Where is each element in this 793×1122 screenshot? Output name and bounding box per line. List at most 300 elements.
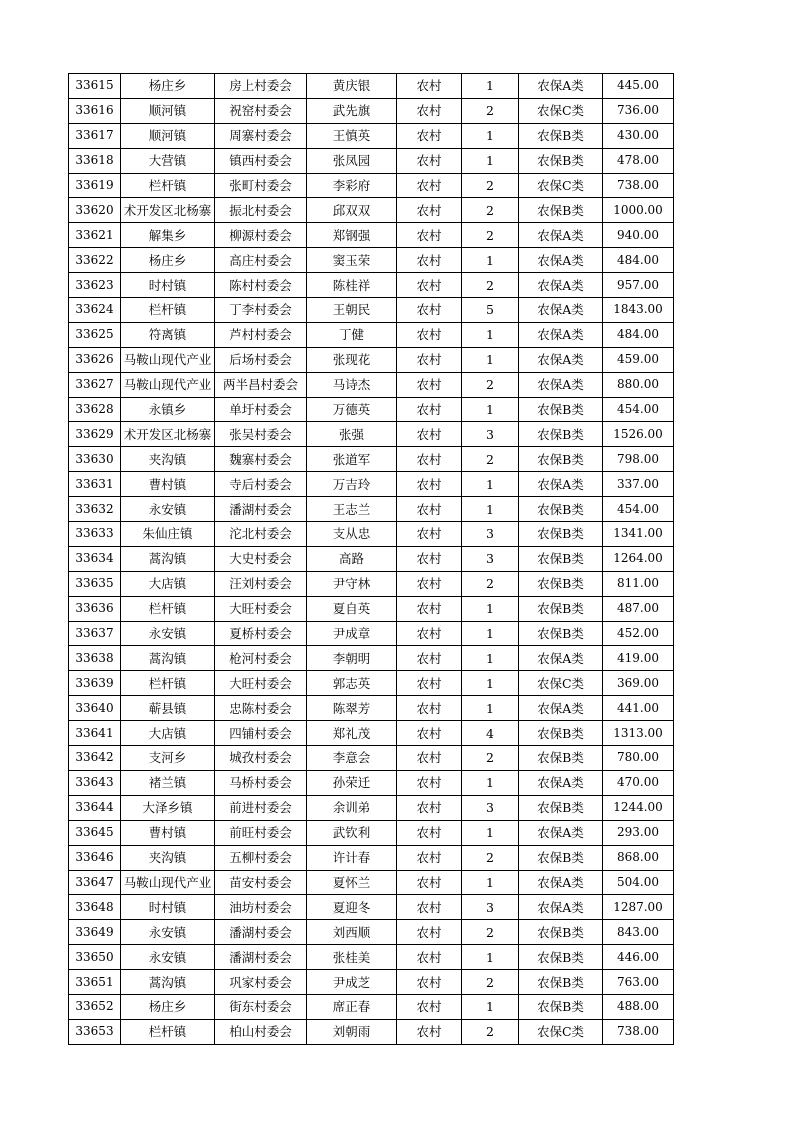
table-row: [69, 98, 674, 123]
record-id-cell: 33638: [69, 646, 121, 671]
household-count-cell: 3: [462, 546, 519, 571]
record-id-cell: 33617: [69, 123, 121, 148]
record-id-cell: 33642: [69, 746, 121, 771]
village-committee-cell: 街东村委会: [215, 994, 307, 1019]
household-count-cell: 2: [462, 845, 519, 870]
household-count-cell: 2: [462, 198, 519, 223]
table-row: [69, 198, 674, 223]
insurance-category-cell: 农保A类: [519, 298, 603, 323]
insurance-category-cell: 农保A类: [519, 770, 603, 795]
village-committee-cell: 忠陈村委会: [215, 696, 307, 721]
insurance-category-cell: 农保B类: [519, 546, 603, 571]
area-type-cell: 农村: [397, 347, 462, 372]
insurance-category-cell: 农保A类: [519, 696, 603, 721]
table-row: [69, 596, 674, 621]
area-type-cell: 农村: [397, 522, 462, 547]
insurance-category-cell: 农保A类: [519, 870, 603, 895]
amount-cell: 738.00: [603, 1019, 674, 1044]
person-name-cell: 夏怀兰: [307, 870, 397, 895]
record-id-cell: 33633: [69, 522, 121, 547]
household-count-cell: 1: [462, 945, 519, 970]
village-committee-cell: 房上村委会: [215, 74, 307, 99]
village-committee-cell: 丁李村委会: [215, 298, 307, 323]
village-committee-cell: 魏寨村委会: [215, 447, 307, 472]
household-count-cell: 1: [462, 347, 519, 372]
record-id-cell: 33630: [69, 447, 121, 472]
record-id-cell: 33620: [69, 198, 121, 223]
village-committee-cell: 高庄村委会: [215, 248, 307, 273]
person-name-cell: 席正春: [307, 994, 397, 1019]
insurance-category-cell: 农保B类: [519, 148, 603, 173]
township-cell: 马鞍山现代产业: [121, 347, 215, 372]
village-committee-cell: 前旺村委会: [215, 820, 307, 845]
household-count-cell: 3: [462, 895, 519, 920]
township-cell: 蒿沟镇: [121, 970, 215, 995]
village-committee-cell: 大史村委会: [215, 546, 307, 571]
table-row: [69, 298, 674, 323]
person-name-cell: 武先旗: [307, 98, 397, 123]
person-name-cell: 高路: [307, 546, 397, 571]
household-count-cell: 1: [462, 646, 519, 671]
household-count-cell: 1: [462, 397, 519, 422]
household-count-cell: 2: [462, 98, 519, 123]
amount-cell: 487.00: [603, 596, 674, 621]
table-row: [69, 970, 674, 995]
amount-cell: 478.00: [603, 148, 674, 173]
area-type-cell: 农村: [397, 123, 462, 148]
record-id-cell: 33639: [69, 671, 121, 696]
household-count-cell: 1: [462, 248, 519, 273]
table-row: [69, 223, 674, 248]
record-id-cell: 33643: [69, 770, 121, 795]
area-type-cell: 农村: [397, 447, 462, 472]
area-type-cell: 农村: [397, 223, 462, 248]
household-count-cell: 2: [462, 223, 519, 248]
household-count-cell: 1: [462, 322, 519, 347]
area-type-cell: 农村: [397, 273, 462, 298]
township-cell: 夹沟镇: [121, 845, 215, 870]
area-type-cell: 农村: [397, 148, 462, 173]
record-id-cell: 33651: [69, 970, 121, 995]
township-cell: 术开发区北杨寨: [121, 422, 215, 447]
insurance-category-cell: 农保B类: [519, 397, 603, 422]
person-name-cell: 王慎英: [307, 123, 397, 148]
record-id-cell: 33628: [69, 397, 121, 422]
area-type-cell: 农村: [397, 696, 462, 721]
amount-cell: 738.00: [603, 173, 674, 198]
household-count-cell: 5: [462, 298, 519, 323]
area-type-cell: 农村: [397, 546, 462, 571]
household-count-cell: 2: [462, 920, 519, 945]
village-committee-cell: 大旺村委会: [215, 596, 307, 621]
record-id-cell: 33618: [69, 148, 121, 173]
record-id-cell: 33622: [69, 248, 121, 273]
person-name-cell: 李彩府: [307, 173, 397, 198]
record-id-cell: 33652: [69, 994, 121, 1019]
record-id-cell: 33619: [69, 173, 121, 198]
table-row: [69, 522, 674, 547]
household-count-cell: 1: [462, 671, 519, 696]
person-name-cell: 张道军: [307, 447, 397, 472]
record-id-cell: 33640: [69, 696, 121, 721]
area-type-cell: 农村: [397, 920, 462, 945]
amount-cell: 459.00: [603, 347, 674, 372]
township-cell: 顺河镇: [121, 98, 215, 123]
area-type-cell: 农村: [397, 372, 462, 397]
area-type-cell: 农村: [397, 721, 462, 746]
area-type-cell: 农村: [397, 322, 462, 347]
insurance-category-cell: 农保A类: [519, 273, 603, 298]
household-count-cell: 2: [462, 1019, 519, 1044]
record-id-cell: 33627: [69, 372, 121, 397]
record-id-cell: 33625: [69, 322, 121, 347]
person-name-cell: 刘朝雨: [307, 1019, 397, 1044]
township-cell: 时村镇: [121, 895, 215, 920]
village-committee-cell: 柳源村委会: [215, 223, 307, 248]
township-cell: 栏杆镇: [121, 671, 215, 696]
record-id-cell: 33626: [69, 347, 121, 372]
household-count-cell: 2: [462, 447, 519, 472]
township-cell: 永安镇: [121, 497, 215, 522]
village-committee-cell: 油坊村委会: [215, 895, 307, 920]
village-committee-cell: 苗安村委会: [215, 870, 307, 895]
table-row: [69, 397, 674, 422]
township-cell: 栏杆镇: [121, 173, 215, 198]
record-id-cell: 33649: [69, 920, 121, 945]
household-count-cell: 2: [462, 746, 519, 771]
person-name-cell: 陈翠芳: [307, 696, 397, 721]
village-committee-cell: 寺后村委会: [215, 472, 307, 497]
person-name-cell: 万吉玲: [307, 472, 397, 497]
person-name-cell: 尹守林: [307, 571, 397, 596]
insurance-category-cell: 农保B类: [519, 994, 603, 1019]
household-count-cell: 3: [462, 422, 519, 447]
area-type-cell: 农村: [397, 596, 462, 621]
village-committee-cell: 潘湖村委会: [215, 945, 307, 970]
amount-cell: 419.00: [603, 646, 674, 671]
person-name-cell: 孙荣迁: [307, 770, 397, 795]
person-name-cell: 李意会: [307, 746, 397, 771]
village-committee-cell: 五柳村委会: [215, 845, 307, 870]
village-committee-cell: 马桥村委会: [215, 770, 307, 795]
township-cell: 术开发区北杨寨: [121, 198, 215, 223]
table-row: [69, 372, 674, 397]
village-committee-cell: 两半昌村委会: [215, 372, 307, 397]
area-type-cell: 农村: [397, 472, 462, 497]
village-committee-cell: 陈村村委会: [215, 273, 307, 298]
township-cell: 永安镇: [121, 621, 215, 646]
area-type-cell: 农村: [397, 74, 462, 99]
amount-cell: 1843.00: [603, 298, 674, 323]
table-row: [69, 447, 674, 472]
table-row: [69, 646, 674, 671]
village-committee-cell: 张吴村委会: [215, 422, 307, 447]
area-type-cell: 农村: [397, 497, 462, 522]
township-cell: 解集乡: [121, 223, 215, 248]
table-row: [69, 1019, 674, 1044]
insurance-category-cell: 农保A类: [519, 322, 603, 347]
insurance-category-cell: 农保C类: [519, 1019, 603, 1044]
area-type-cell: 农村: [397, 198, 462, 223]
table-row: [69, 248, 674, 273]
record-id-cell: 33636: [69, 596, 121, 621]
township-cell: 顺河镇: [121, 123, 215, 148]
village-committee-cell: 枪河村委会: [215, 646, 307, 671]
area-type-cell: 农村: [397, 248, 462, 273]
amount-cell: 337.00: [603, 472, 674, 497]
amount-cell: 446.00: [603, 945, 674, 970]
amount-cell: 441.00: [603, 696, 674, 721]
village-committee-cell: 城孜村委会: [215, 746, 307, 771]
record-id-cell: 33650: [69, 945, 121, 970]
table-row: [69, 870, 674, 895]
area-type-cell: 农村: [397, 970, 462, 995]
person-name-cell: 张强: [307, 422, 397, 447]
record-id-cell: 33646: [69, 845, 121, 870]
insurance-category-cell: 农保B类: [519, 522, 603, 547]
amount-cell: 488.00: [603, 994, 674, 1019]
village-committee-cell: 祝窑村委会: [215, 98, 307, 123]
record-id-cell: 33616: [69, 98, 121, 123]
person-name-cell: 尹成章: [307, 621, 397, 646]
area-type-cell: 农村: [397, 646, 462, 671]
village-committee-cell: 振北村委会: [215, 198, 307, 223]
area-type-cell: 农村: [397, 621, 462, 646]
household-count-cell: 1: [462, 472, 519, 497]
amount-cell: 445.00: [603, 74, 674, 99]
record-id-cell: 33632: [69, 497, 121, 522]
area-type-cell: 农村: [397, 795, 462, 820]
insurance-category-cell: 农保B类: [519, 198, 603, 223]
insurance-category-cell: 农保C类: [519, 98, 603, 123]
person-name-cell: 张凤园: [307, 148, 397, 173]
township-cell: 大店镇: [121, 571, 215, 596]
person-name-cell: 支从忠: [307, 522, 397, 547]
household-count-cell: 1: [462, 870, 519, 895]
township-cell: 大营镇: [121, 148, 215, 173]
person-name-cell: 王朝民: [307, 298, 397, 323]
record-id-cell: 33645: [69, 820, 121, 845]
record-id-cell: 33629: [69, 422, 121, 447]
person-name-cell: 张桂美: [307, 945, 397, 970]
area-type-cell: 农村: [397, 422, 462, 447]
table-row: [69, 671, 674, 696]
township-cell: 大泽乡镇: [121, 795, 215, 820]
insurance-category-cell: 农保B类: [519, 746, 603, 771]
insurance-category-cell: 农保A类: [519, 223, 603, 248]
household-count-cell: 1: [462, 994, 519, 1019]
table-row: [69, 746, 674, 771]
township-cell: 蒿沟镇: [121, 546, 215, 571]
table-row: [69, 148, 674, 173]
village-committee-cell: 单圩村委会: [215, 397, 307, 422]
village-committee-cell: 张町村委会: [215, 173, 307, 198]
household-count-cell: 1: [462, 123, 519, 148]
table-row: [69, 347, 674, 372]
household-count-cell: 1: [462, 770, 519, 795]
person-name-cell: 马诗杰: [307, 372, 397, 397]
record-id-cell: 33637: [69, 621, 121, 646]
amount-cell: 1000.00: [603, 198, 674, 223]
person-name-cell: 夏迎冬: [307, 895, 397, 920]
amount-cell: 1244.00: [603, 795, 674, 820]
insurance-category-cell: 农保B类: [519, 845, 603, 870]
amount-cell: 868.00: [603, 845, 674, 870]
area-type-cell: 农村: [397, 298, 462, 323]
insurance-category-cell: 农保B类: [519, 422, 603, 447]
household-count-cell: 3: [462, 522, 519, 547]
village-committee-cell: 后场村委会: [215, 347, 307, 372]
area-type-cell: 农村: [397, 571, 462, 596]
record-id-cell: 33631: [69, 472, 121, 497]
table-row: [69, 770, 674, 795]
area-type-cell: 农村: [397, 173, 462, 198]
insurance-category-cell: 农保C类: [519, 671, 603, 696]
amount-cell: 957.00: [603, 273, 674, 298]
table-row: [69, 845, 674, 870]
insurance-category-cell: 农保A类: [519, 646, 603, 671]
amount-cell: 452.00: [603, 621, 674, 646]
amount-cell: 1264.00: [603, 546, 674, 571]
insurance-category-cell: 农保B类: [519, 596, 603, 621]
person-name-cell: 许计春: [307, 845, 397, 870]
table-row: [69, 173, 674, 198]
table-row: [69, 571, 674, 596]
insurance-category-cell: 农保A类: [519, 248, 603, 273]
village-committee-cell: 大旺村委会: [215, 671, 307, 696]
insurance-category-cell: 农保B类: [519, 945, 603, 970]
roster-table-body: [69, 74, 674, 1045]
household-count-cell: 2: [462, 173, 519, 198]
insurance-category-cell: 农保B类: [519, 920, 603, 945]
area-type-cell: 农村: [397, 746, 462, 771]
township-cell: 永安镇: [121, 920, 215, 945]
township-cell: 夹沟镇: [121, 447, 215, 472]
table-row: [69, 920, 674, 945]
table-row: [69, 895, 674, 920]
person-name-cell: 丁健: [307, 322, 397, 347]
village-committee-cell: 巩家村委会: [215, 970, 307, 995]
record-id-cell: 33635: [69, 571, 121, 596]
household-count-cell: 2: [462, 970, 519, 995]
table-row: [69, 74, 674, 99]
township-cell: 符离镇: [121, 322, 215, 347]
insurance-category-cell: 农保B类: [519, 571, 603, 596]
township-cell: 栏杆镇: [121, 596, 215, 621]
record-id-cell: 33641: [69, 721, 121, 746]
household-count-cell: 1: [462, 74, 519, 99]
table-row: [69, 422, 674, 447]
household-count-cell: 1: [462, 820, 519, 845]
village-committee-cell: 镇西村委会: [215, 148, 307, 173]
insurance-category-cell: 农保A类: [519, 74, 603, 99]
insurance-category-cell: 农保A类: [519, 472, 603, 497]
person-name-cell: 夏自英: [307, 596, 397, 621]
insurance-category-cell: 农保B类: [519, 123, 603, 148]
insurance-category-cell: 农保A类: [519, 895, 603, 920]
table-row: [69, 994, 674, 1019]
insurance-category-cell: 农保B类: [519, 795, 603, 820]
household-count-cell: 1: [462, 497, 519, 522]
amount-cell: 484.00: [603, 322, 674, 347]
township-cell: 支河乡: [121, 746, 215, 771]
insurance-category-cell: 农保A类: [519, 372, 603, 397]
household-count-cell: 1: [462, 148, 519, 173]
area-type-cell: 农村: [397, 994, 462, 1019]
person-name-cell: 李朝明: [307, 646, 397, 671]
township-cell: 蒿沟镇: [121, 646, 215, 671]
record-id-cell: 33647: [69, 870, 121, 895]
table-row: [69, 123, 674, 148]
insurance-category-cell: 农保C类: [519, 173, 603, 198]
household-count-cell: 2: [462, 372, 519, 397]
amount-cell: 369.00: [603, 671, 674, 696]
area-type-cell: 农村: [397, 397, 462, 422]
amount-cell: 504.00: [603, 870, 674, 895]
amount-cell: 780.00: [603, 746, 674, 771]
record-id-cell: 33653: [69, 1019, 121, 1044]
township-cell: 永镇乡: [121, 397, 215, 422]
household-count-cell: 2: [462, 273, 519, 298]
record-id-cell: 33621: [69, 223, 121, 248]
table-row: [69, 721, 674, 746]
township-cell: 杨庄乡: [121, 248, 215, 273]
area-type-cell: 农村: [397, 870, 462, 895]
area-type-cell: 农村: [397, 770, 462, 795]
village-committee-cell: 沱北村委会: [215, 522, 307, 547]
person-name-cell: 郭志英: [307, 671, 397, 696]
person-name-cell: 邱双双: [307, 198, 397, 223]
township-cell: 时村镇: [121, 273, 215, 298]
table-row: [69, 945, 674, 970]
village-committee-cell: 夏桥村委会: [215, 621, 307, 646]
township-cell: 朱仙庄镇: [121, 522, 215, 547]
person-name-cell: 尹成芝: [307, 970, 397, 995]
township-cell: 杨庄乡: [121, 74, 215, 99]
township-cell: 曹村镇: [121, 820, 215, 845]
township-cell: 栏杆镇: [121, 1019, 215, 1044]
area-type-cell: 农村: [397, 671, 462, 696]
amount-cell: 1341.00: [603, 522, 674, 547]
record-id-cell: 33648: [69, 895, 121, 920]
record-id-cell: 33634: [69, 546, 121, 571]
amount-cell: 293.00: [603, 820, 674, 845]
village-committee-cell: 周寨村委会: [215, 123, 307, 148]
person-name-cell: 武钦利: [307, 820, 397, 845]
amount-cell: 430.00: [603, 123, 674, 148]
table-row: [69, 820, 674, 845]
table-row: [69, 546, 674, 571]
table-row: [69, 497, 674, 522]
township-cell: 马鞍山现代产业: [121, 372, 215, 397]
village-committee-cell: 汪刘村委会: [215, 571, 307, 596]
insurance-category-cell: 农保B类: [519, 621, 603, 646]
township-cell: 栏杆镇: [121, 298, 215, 323]
record-id-cell: 33623: [69, 273, 121, 298]
table-row: [69, 795, 674, 820]
household-count-cell: 3: [462, 795, 519, 820]
amount-cell: 811.00: [603, 571, 674, 596]
insurance-category-cell: 农保B类: [519, 970, 603, 995]
table-row: [69, 696, 674, 721]
amount-cell: 454.00: [603, 397, 674, 422]
household-count-cell: 1: [462, 696, 519, 721]
area-type-cell: 农村: [397, 845, 462, 870]
township-cell: 曹村镇: [121, 472, 215, 497]
insurance-category-cell: 农保B类: [519, 497, 603, 522]
area-type-cell: 农村: [397, 820, 462, 845]
person-name-cell: 郑钢强: [307, 223, 397, 248]
